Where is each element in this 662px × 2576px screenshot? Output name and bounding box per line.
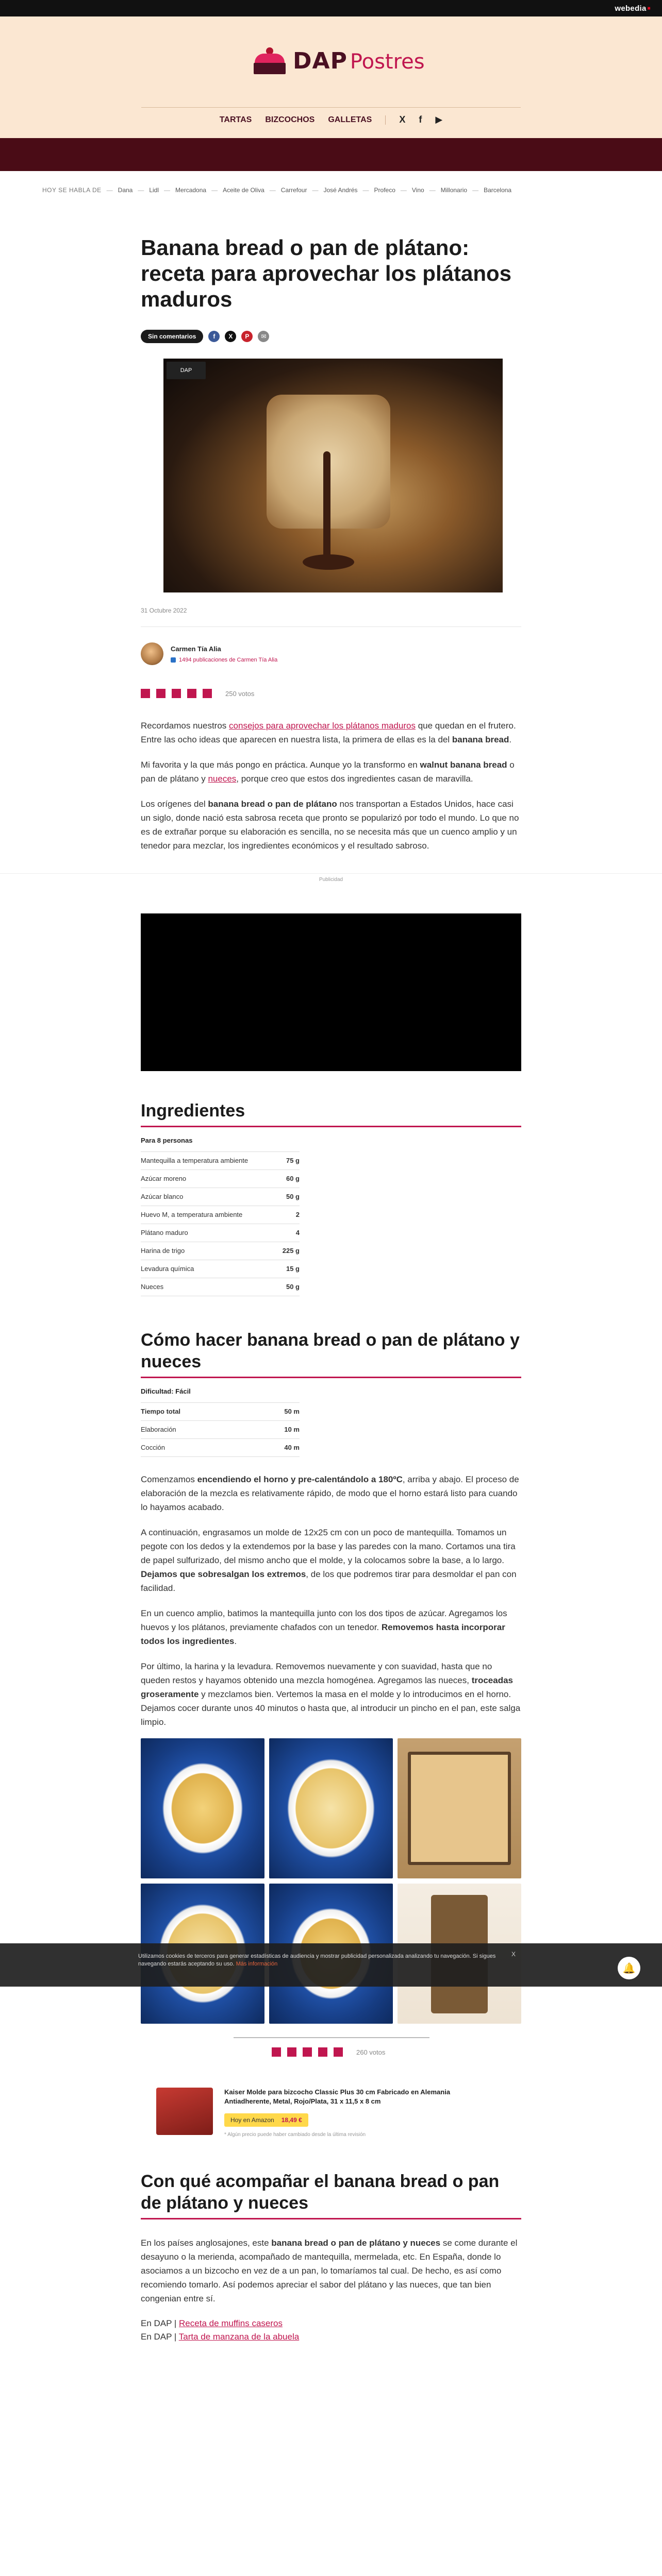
related-link-tarta[interactable]: Tarta de manzana de la abuela bbox=[178, 2332, 300, 2342]
difficulty: Dificultad: Fácil bbox=[141, 1387, 191, 1395]
article-meta bbox=[141, 330, 521, 343]
logo-sub-text: Postres bbox=[350, 49, 425, 74]
rating-star-icon[interactable] bbox=[287, 2047, 296, 2057]
related-links: En DAP | Receta de muffins caseros En DAP | Tarta de manzana de la abuela bbox=[141, 2318, 300, 2342]
trending-topic[interactable]: Millonario bbox=[440, 187, 468, 194]
trending-topic[interactable]: Profeco bbox=[374, 187, 395, 194]
cookie-banner bbox=[0, 1943, 662, 1987]
hero-badge: DAP bbox=[167, 362, 206, 379]
step-photo[interactable] bbox=[398, 1738, 521, 1878]
pairing-paragraph: En los países anglosajones, este banana bread o pan de plátano y nueces se come durante el desayuno o la merienda, acompañado de mantequilla, mermelada, etc. En España, donde lo asociamos a un bizcocho en vez de a un pan, lo tomaríamos tal cual. De hecho, es así como recomiendo tomarlo. Así podemos apreciar el sabor del plátano y las nueces, que tan bien congenian entre sí. bbox=[141, 2238, 518, 2303]
facebook-share-icon[interactable]: f bbox=[208, 331, 220, 342]
cake-logo-icon bbox=[252, 45, 288, 76]
trending-topic[interactable]: Vino bbox=[411, 187, 424, 194]
email-share-icon[interactable]: ✉ bbox=[258, 331, 269, 342]
trending-topics: HOY SE HABLA DE — Dana — Lidl — Mercadona — Aceite de Oliva — Carrefour — José Andrés — Profeco — Vino — Millonario — Barcelona bbox=[42, 187, 512, 194]
ingredients-table bbox=[141, 1151, 300, 1296]
rating-star-icon[interactable] bbox=[203, 689, 212, 698]
step-paragraph: A continuación, engrasamos un molde de 12x25 cm con un poco de mantequilla. Tomamos un pegote con los dedos y la extendemos por la base y las paredes con la mano. Cortamos una tira de papel sulfurizado, del mismo ancho que el molde, y la colocamos sobre la base, a lo largo. Dejamos que sobresalgan los extremos, de los que podremos tirar para desmoldar el pan con facilidad. bbox=[141, 1528, 517, 1593]
gallery-scrollbar[interactable] bbox=[234, 2037, 429, 2038]
votes-count: 260 votos bbox=[356, 2048, 386, 2056]
author-avatar[interactable] bbox=[141, 642, 163, 665]
votes-count: 250 votos bbox=[225, 689, 255, 698]
table-row: Azúcar moreno 60 g bbox=[141, 1170, 300, 1188]
table-row: Mantequilla a temperatura ambiente 75 g bbox=[141, 1152, 300, 1170]
ad-label: Publicidad bbox=[0, 873, 662, 883]
ingredients-heading: Ingredientes bbox=[141, 1101, 245, 1121]
maroon-band bbox=[0, 138, 662, 171]
nav-bizcochos[interactable]: BIZCOCHOS bbox=[265, 115, 315, 124]
nav-separator bbox=[385, 115, 386, 125]
trending-topic[interactable]: Barcelona bbox=[484, 187, 512, 194]
rating-star-icon[interactable] bbox=[172, 689, 181, 698]
table-row: Plátano maduro 4 bbox=[141, 1224, 300, 1242]
table-row: Azúcar blanco 50 g bbox=[141, 1188, 300, 1206]
rating-star-icon[interactable] bbox=[272, 2047, 281, 2057]
intro-paragraph: Recordamos nuestros consejos para aprovechar los plátanos maduros que quedan en el frutero. Entre las ocho ideas que aparecen en nuestra lista, la primera de ellas es la del banana bread. bbox=[141, 721, 516, 744]
rating-star-icon[interactable] bbox=[303, 2047, 312, 2057]
nav-tartas[interactable]: TARTAS bbox=[219, 115, 252, 124]
cookie-text: Utilizamos cookies de terceros para generar estadísticas de audiencia y mostrar publicidad personalizada analizando tu navegación. Si sigues navegando estarás aceptando su uso. Más información bbox=[138, 1953, 496, 1967]
main-nav bbox=[0, 114, 662, 125]
table-row: Levadura química 15 g bbox=[141, 1260, 300, 1278]
trending-topic[interactable]: Mercadona bbox=[175, 187, 207, 194]
product-title[interactable]: Kaiser Molde para bizcocho Classic Plus 30 cm Fabricado en Alemania Antiadherente, Metal, Rojo/Plata, 31 x 11,5 x 8 cm bbox=[224, 2088, 451, 2105]
trending-lead: HOY SE HABLA DE bbox=[42, 187, 102, 194]
table-row: Cocción 40 m bbox=[141, 1439, 300, 1457]
step-paragraph: Por último, la harina y la levadura. Removemos nuevamente y con suavidad, hasta que no queden restos y hayamos obtenido una mezcla homogénea. Agregamos las nueces, troceadas groseramente y mezclamos bien. Vertemos la masa en el molde y lo introducimos en el horno. Dejamos cocer durante unos 40 minutos o hasta que, al introducir un pincho en el pan, este salga limpio. bbox=[141, 1662, 521, 1727]
article-title: Banana bread o pan de plátano: receta para aprovechar los plátanos maduros bbox=[141, 235, 511, 311]
site-header bbox=[0, 16, 662, 125]
facebook-icon[interactable]: f bbox=[419, 114, 422, 125]
rating-star-icon[interactable] bbox=[318, 2047, 327, 2057]
pen-icon bbox=[171, 657, 176, 663]
step-paragraph: Comenzamos encendiendo el horno y pre-calentándolo a 180ºC, arriba y abajo. El proceso de elaboración de la mezcla es relativamente rápido, de modo que el horno estará listo para cuando lo hayamos acabado. bbox=[141, 1475, 519, 1512]
trending-topic[interactable]: José Andrés bbox=[323, 187, 358, 194]
rating bbox=[141, 689, 521, 698]
site-logo[interactable] bbox=[252, 45, 425, 76]
x-share-icon[interactable]: X bbox=[225, 331, 236, 342]
trending-topic[interactable]: Carrefour bbox=[280, 187, 307, 194]
top-bar bbox=[0, 0, 662, 16]
publish-date: 31 Octubre 2022 bbox=[141, 607, 187, 614]
trending-topic[interactable]: Lidl bbox=[149, 187, 159, 194]
product-image[interactable] bbox=[156, 2088, 213, 2135]
step-paragraph: En un cuenco amplio, batimos la mantequilla junto con los dos tipos de azúcar. Agregamos los huevos y los plátanos, previamente chafados con un tenedor. Removemos hasta incorporar todos los ingredientes. bbox=[141, 1608, 507, 1646]
step-photo[interactable] bbox=[141, 1738, 264, 1878]
rating-star-icon[interactable] bbox=[187, 689, 196, 698]
intro-paragraph: Mi favorita y la que más pongo en práctica. Aunque yo la transformo en walnut banana bread o pan de plátano y nueces, porque creo que estos dos ingredientes casan de maravilla. bbox=[141, 760, 515, 784]
intro-paragraph: Los orígenes del banana bread o pan de plátano nos transportan a Estados Unidos, hace casi un siglo, donde nació esta sabrosa receta que pronto se popularizó por todo el mundo. Lo que no es de extrañar porque su elaboración es sencilla, no se necesita más que un cuenco amplio y un tenedor para mezclar, los ingredientes económicos y el resultado sabroso. bbox=[141, 799, 519, 851]
author-block bbox=[141, 642, 521, 665]
step-photo[interactable] bbox=[269, 1738, 393, 1878]
pinterest-share-icon[interactable]: P bbox=[241, 331, 253, 342]
rating bbox=[272, 2047, 521, 2057]
author-publications[interactable]: 1494 publicaciones de Carmen Tía Alia bbox=[179, 656, 278, 663]
related-link-muffins[interactable]: Receta de muffins caseros bbox=[179, 2318, 283, 2328]
cookie-close-button[interactable]: X bbox=[511, 1951, 516, 1958]
rating-star-icon[interactable] bbox=[156, 689, 166, 698]
table-row: Nueces 50 g bbox=[141, 1278, 300, 1296]
table-row: Tiempo total 50 m bbox=[141, 1403, 300, 1421]
trending-topic[interactable]: Aceite de Oliva bbox=[223, 187, 264, 194]
table-row: Elaboración 10 m bbox=[141, 1421, 300, 1439]
rating-star-icon[interactable] bbox=[141, 689, 150, 698]
table-row: Huevo M, a temperatura ambiente 2 bbox=[141, 1206, 300, 1224]
logo-main-text: DAP bbox=[293, 47, 347, 74]
nav-galletas[interactable]: GALLETAS bbox=[328, 115, 372, 124]
notification-bell-icon[interactable]: 🔔 bbox=[618, 1957, 640, 1979]
article bbox=[141, 235, 521, 2344]
nueces-link[interactable]: nueces bbox=[208, 774, 237, 784]
consejos-link[interactable]: consejos para aprovechar los plátanos maduros bbox=[229, 721, 416, 731]
pairing-heading: Con qué acompañar el banana bread o pan de plátano y nueces bbox=[141, 2172, 500, 2213]
howto-heading: Cómo hacer banana bread o pan de plátano y nueces bbox=[141, 1330, 520, 1371]
author-name[interactable]: Carmen Tía Alia bbox=[171, 645, 221, 653]
product-card bbox=[156, 2088, 521, 2138]
video-ad-slot[interactable] bbox=[141, 913, 521, 1071]
amazon-buy-button[interactable]: Hoy en Amazon 18,49 € bbox=[224, 2113, 308, 2127]
webedia-logo[interactable]: webedia ■ bbox=[615, 4, 651, 13]
rating-star-icon[interactable] bbox=[334, 2047, 343, 2057]
table-row: Harina de trigo 225 g bbox=[141, 1242, 300, 1260]
trending-topic[interactable]: Dana bbox=[118, 187, 133, 194]
servings: Para 8 personas bbox=[141, 1137, 193, 1144]
cookie-more-link[interactable]: Más información bbox=[236, 1961, 278, 1967]
youtube-icon[interactable]: ▶ bbox=[435, 114, 443, 125]
price-note: * Algún precio puede haber cambiado desde la última revisión bbox=[224, 2132, 366, 2138]
times-table bbox=[141, 1402, 300, 1457]
hero-image bbox=[163, 359, 503, 592]
comments-button[interactable]: Sin comentarios bbox=[141, 330, 203, 343]
x-icon[interactable]: X bbox=[399, 114, 406, 125]
